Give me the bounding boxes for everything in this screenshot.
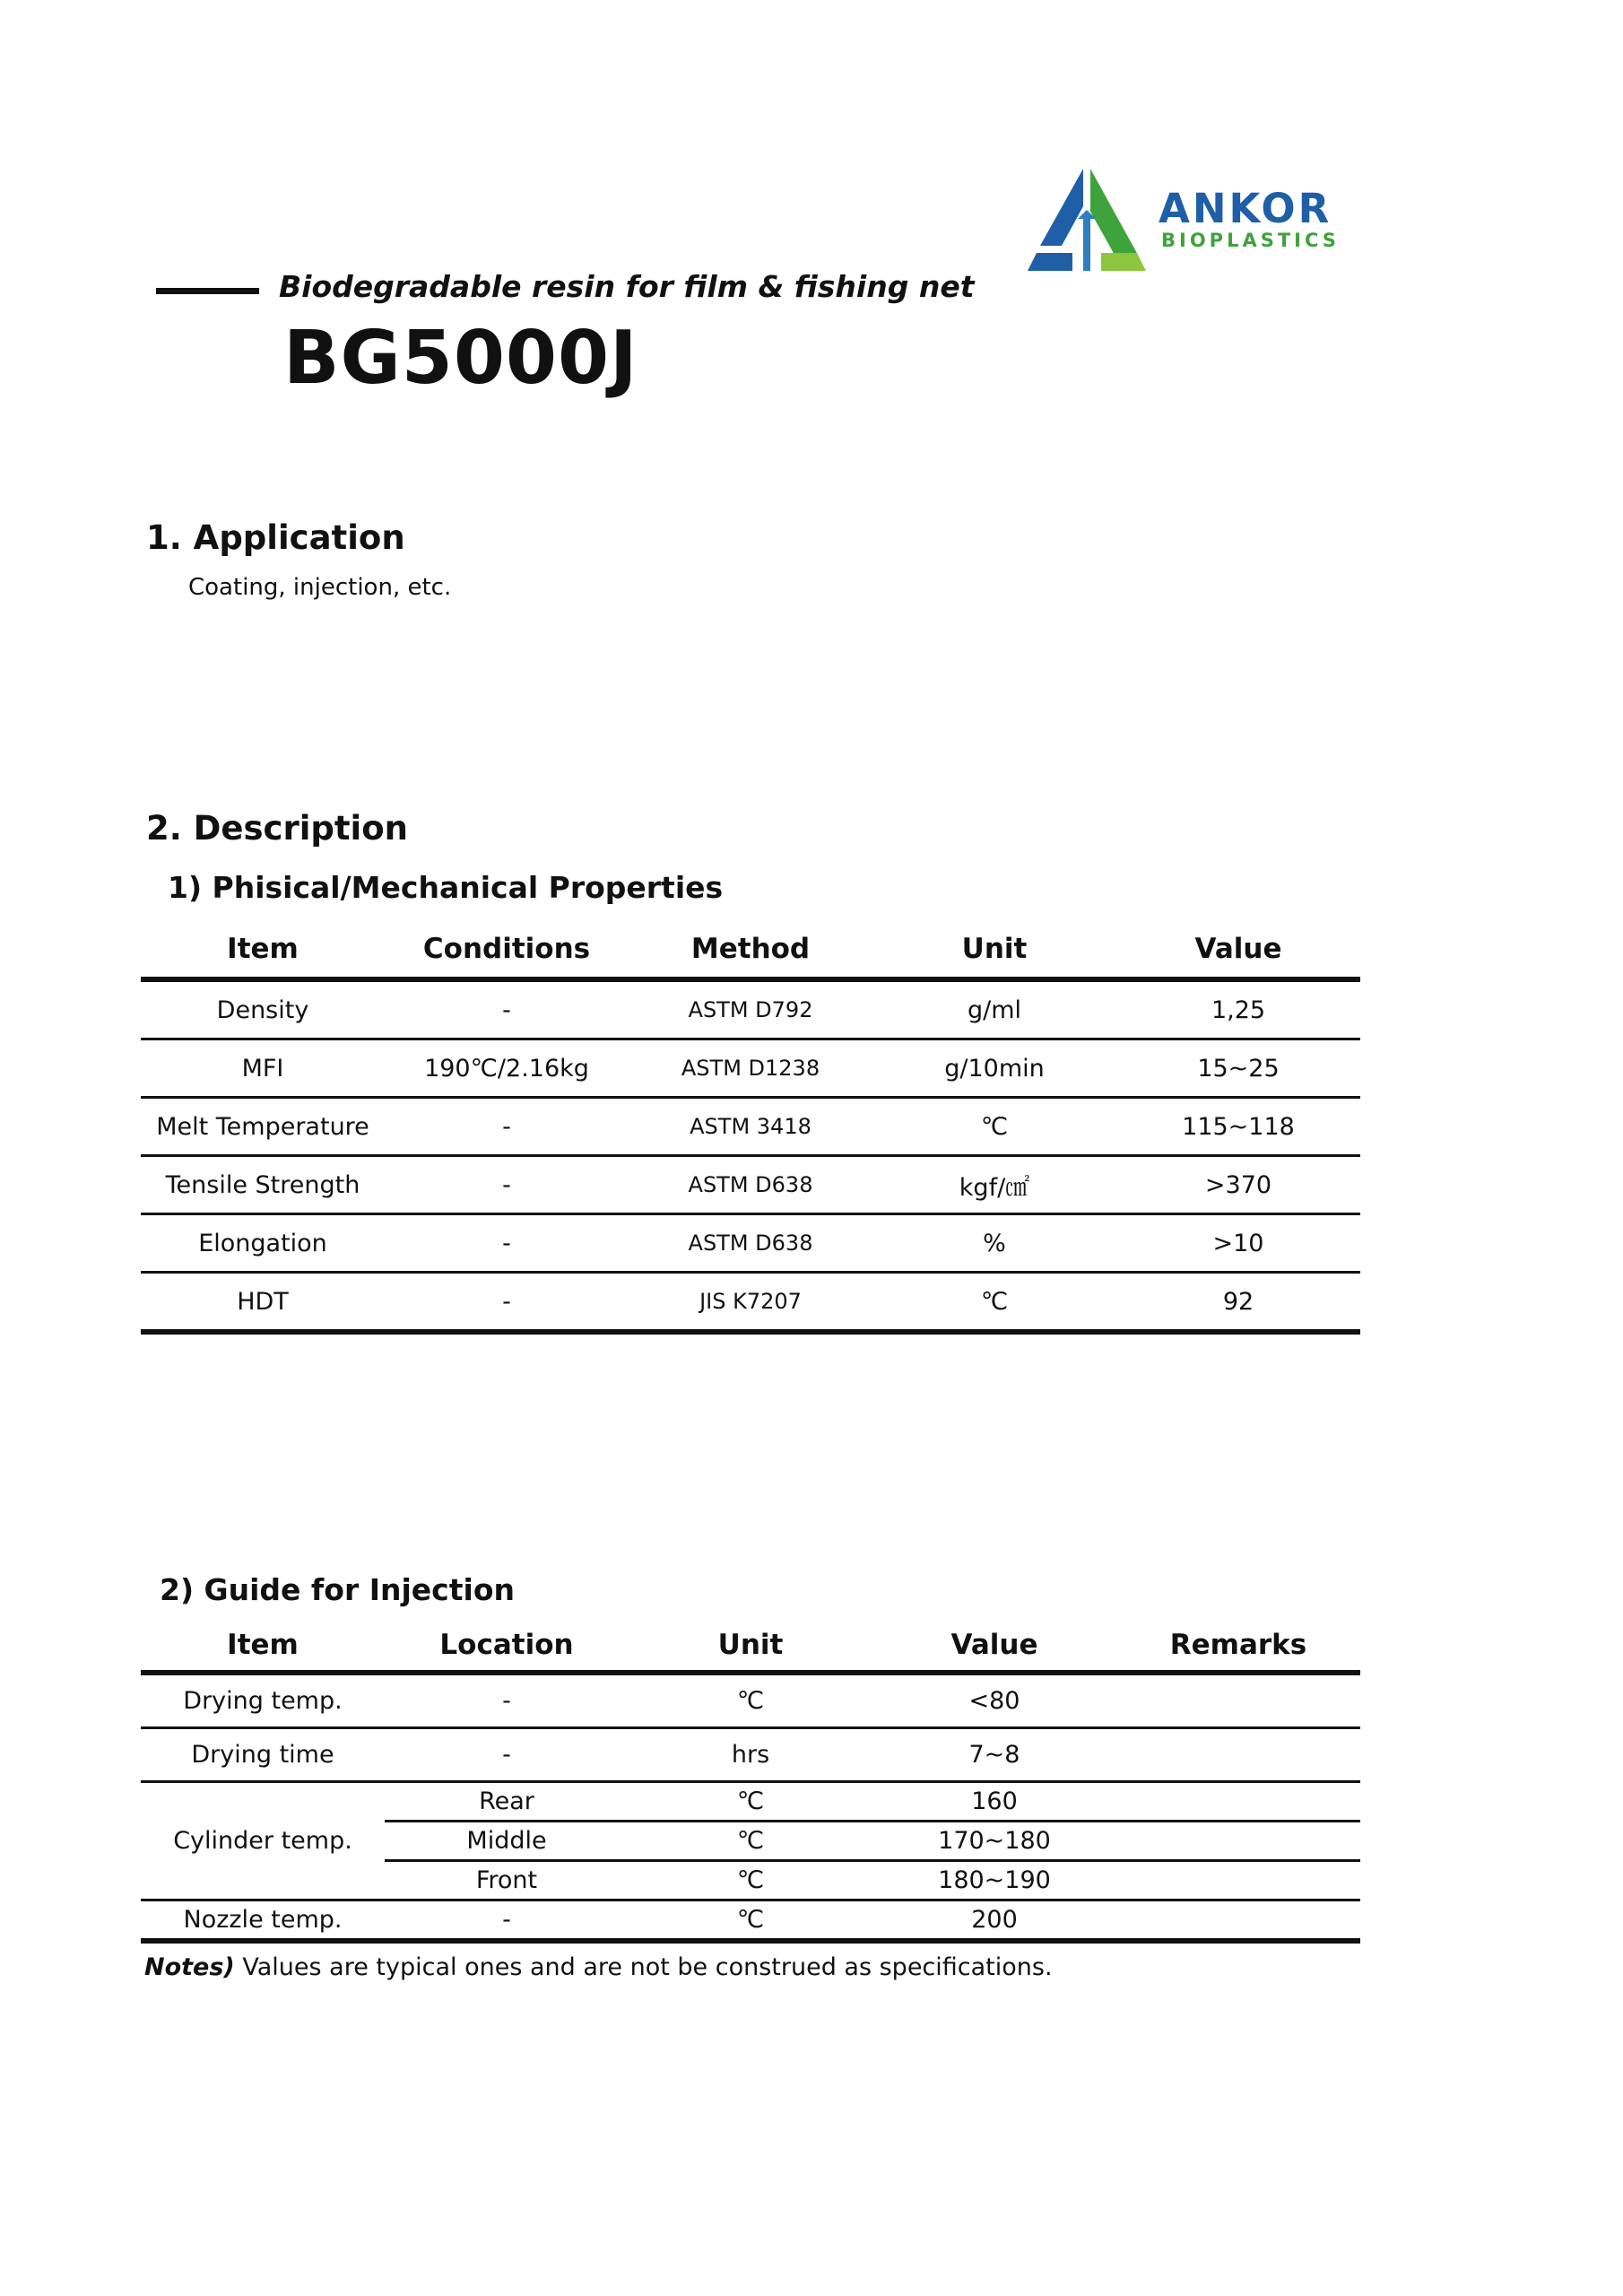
cell-unit: g/ml bbox=[872, 979, 1116, 1039]
cell-conditions: 190℃/2.16kg bbox=[385, 1039, 629, 1098]
cell-unit: g/10min bbox=[872, 1039, 1116, 1098]
title-rule bbox=[156, 288, 259, 294]
cell-item: Drying temp. bbox=[141, 1673, 385, 1728]
properties-table bbox=[141, 921, 1360, 1335]
table-row bbox=[141, 979, 1360, 1039]
table-row bbox=[141, 1156, 1360, 1214]
cell-value: 180~190 bbox=[872, 1861, 1116, 1900]
section-application-heading: 1. Application bbox=[146, 518, 405, 557]
cell-remarks bbox=[1116, 1673, 1360, 1728]
application-text: Coating, injection, etc. bbox=[188, 574, 452, 601]
cell-item: Elongation bbox=[141, 1214, 385, 1273]
cell-unit: ℃ bbox=[629, 1782, 872, 1822]
cell-item: Cylinder temp. bbox=[141, 1782, 385, 1900]
cell-item: Drying time bbox=[141, 1728, 385, 1782]
cell-conditions: - bbox=[385, 1098, 629, 1156]
header-location: Location bbox=[385, 1620, 629, 1673]
notes-text: Values are typical ones and are not be construed as specifications. bbox=[242, 1953, 1053, 1981]
cell-item: Density bbox=[141, 979, 385, 1039]
cell-remarks bbox=[1116, 1782, 1360, 1822]
cell-conditions: - bbox=[385, 1273, 629, 1333]
cell-conditions: - bbox=[385, 1214, 629, 1273]
cell-unit: ℃ bbox=[629, 1900, 872, 1942]
notes bbox=[144, 1953, 1053, 1981]
cell-remarks bbox=[1116, 1728, 1360, 1782]
cell-value: <80 bbox=[872, 1673, 1116, 1728]
section-description-heading: 2. Description bbox=[146, 809, 408, 848]
cell-method: ASTM D792 bbox=[629, 979, 872, 1039]
table-row bbox=[141, 1782, 1360, 1822]
cell-method: ASTM D638 bbox=[629, 1214, 872, 1273]
header-value: Value bbox=[1116, 921, 1360, 979]
cell-item: Nozzle temp. bbox=[141, 1900, 385, 1942]
logo-name: ANKOR bbox=[1159, 185, 1332, 232]
cell-method: ASTM D1238 bbox=[629, 1039, 872, 1098]
cell-value: 170~180 bbox=[872, 1822, 1116, 1861]
header-conditions: Conditions bbox=[385, 921, 629, 979]
cell-unit: hrs bbox=[629, 1728, 872, 1782]
cell-value: 115~118 bbox=[1116, 1098, 1360, 1156]
header-value: Value bbox=[872, 1620, 1116, 1673]
cell-conditions: - bbox=[385, 979, 629, 1039]
cell-unit: ℃ bbox=[629, 1673, 872, 1728]
cell-location: Front bbox=[385, 1861, 629, 1900]
ankor-logo bbox=[1024, 167, 1347, 274]
cell-value: 200 bbox=[872, 1900, 1116, 1942]
notes-label: Notes) bbox=[144, 1953, 235, 1981]
cell-value: >10 bbox=[1116, 1214, 1360, 1273]
document-subtitle: Biodegradable resin for film & fishing net bbox=[279, 269, 975, 304]
cell-method: ASTM 3418 bbox=[629, 1098, 872, 1156]
properties-subheading: 1) Phisical/Mechanical Properties bbox=[168, 870, 724, 905]
table-row bbox=[141, 1098, 1360, 1156]
header-item: Item bbox=[141, 921, 385, 979]
header-method: Method bbox=[629, 921, 872, 979]
cell-item: HDT bbox=[141, 1273, 385, 1333]
cell-unit: ℃ bbox=[629, 1861, 872, 1900]
header-item: Item bbox=[141, 1620, 385, 1673]
cell-remarks bbox=[1116, 1900, 1360, 1942]
cell-unit: ℃ bbox=[629, 1822, 872, 1861]
cell-unit: ℃ bbox=[872, 1273, 1116, 1333]
cell-value: 92 bbox=[1116, 1273, 1360, 1333]
ankor-logo-mark-icon bbox=[1024, 167, 1150, 274]
cell-location: Rear bbox=[385, 1782, 629, 1822]
cell-location: - bbox=[385, 1900, 629, 1942]
header-remarks: Remarks bbox=[1116, 1620, 1360, 1673]
logo-subtitle: BIOPLASTICS bbox=[1161, 230, 1340, 251]
cell-value: >370 bbox=[1116, 1156, 1360, 1214]
cell-remarks bbox=[1116, 1861, 1360, 1900]
header-unit: Unit bbox=[629, 1620, 872, 1673]
injection-subheading: 2) Guide for Injection bbox=[160, 1572, 515, 1607]
cell-unit: ℃ bbox=[872, 1098, 1116, 1156]
cell-value: 7~8 bbox=[872, 1728, 1116, 1782]
cell-location: - bbox=[385, 1728, 629, 1782]
cell-remarks bbox=[1116, 1822, 1360, 1861]
cell-location: Middle bbox=[385, 1822, 629, 1861]
cell-method: JIS K7207 bbox=[629, 1273, 872, 1333]
header-unit: Unit bbox=[872, 921, 1116, 979]
product-name: BG5000J bbox=[283, 316, 638, 401]
cell-unit: kgf/㎠ bbox=[872, 1156, 1116, 1214]
cell-value: 160 bbox=[872, 1782, 1116, 1822]
table-row bbox=[141, 1900, 1360, 1942]
cell-value: 1,25 bbox=[1116, 979, 1360, 1039]
cell-unit: % bbox=[872, 1214, 1116, 1273]
table-row bbox=[141, 1273, 1360, 1333]
table-row bbox=[141, 1214, 1360, 1273]
table-row bbox=[141, 1673, 1360, 1728]
cell-item: Melt Temperature bbox=[141, 1098, 385, 1156]
cell-conditions: - bbox=[385, 1156, 629, 1214]
injection-table bbox=[141, 1620, 1360, 1944]
cell-location: - bbox=[385, 1673, 629, 1728]
cell-value: 15~25 bbox=[1116, 1039, 1360, 1098]
cell-method: ASTM D638 bbox=[629, 1156, 872, 1214]
table-row bbox=[141, 1728, 1360, 1782]
table-row bbox=[141, 1039, 1360, 1098]
cell-item: Tensile Strength bbox=[141, 1156, 385, 1214]
cell-item: MFI bbox=[141, 1039, 385, 1098]
